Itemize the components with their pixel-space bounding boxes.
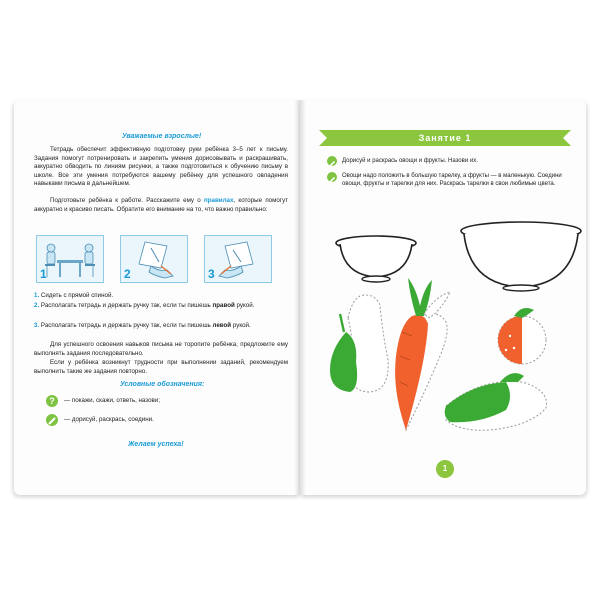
rules-intro-end: , которые помогут аккуратно и красиво писать. Обратите его внимание на то, что важно правильно: (34, 197, 288, 213)
small-bowl (336, 236, 416, 282)
task-1: Дорисуй и раскрась овощи и фрукты. Назови их. (342, 158, 478, 164)
left-hand-picture (204, 235, 272, 283)
lesson-title: Занятие 1 (418, 133, 472, 143)
left-page-heading: Уважаемые взрослые! (122, 133, 202, 140)
rule-3-bold: левой (212, 322, 232, 329)
question-icon: ? (46, 395, 58, 407)
rules-intro-text: Подготовьте ребёнка к работе. Расскажите ему о (50, 197, 201, 204)
rule-2 (34, 302, 288, 311)
right-hand-picture (120, 235, 188, 283)
right-page (300, 100, 586, 495)
rule-2-bold: правой (212, 302, 235, 309)
page-number: 1 (436, 460, 454, 478)
large-bowl (461, 222, 581, 291)
pear-drawing (330, 295, 388, 392)
advice-paragraph-1: Для успешного освоения навыков письма не торопите ребёнка, предложите ему выполнять задания последовательно. (34, 341, 288, 357)
pencil-glyph (46, 415, 58, 427)
carrot-drawing (395, 278, 450, 430)
rule-2-number: 2. (34, 302, 40, 309)
sitting-posture-picture (36, 235, 104, 283)
rule-3 (34, 322, 288, 331)
exercise-illustration (300, 100, 586, 495)
rules-intro-paragraph (34, 197, 288, 214)
rule-3-tail: рукой. (232, 322, 251, 329)
rule-2-text: Располагать тетрадь и держать ручку так, если ты пишешь (40, 302, 211, 309)
left-page (14, 100, 300, 495)
picture-number-2: 2 (124, 267, 131, 281)
closing-wish: Желаем успеха! (128, 441, 184, 448)
orange-drawing (498, 308, 546, 364)
rule-3-text: Располагать тетрадь и держать ручку так, если ты пишешь (40, 322, 211, 329)
cucumber-drawing (445, 373, 547, 430)
rule-1-text: Сидеть с прямой спиной. (40, 292, 114, 299)
pencil-icon (46, 414, 58, 426)
task-2: Овощи надо положить в большую тарелку, а фрукты — в маленькую. Соедини овощи, фрукты и тарелки для них. Раскрась тарелки в свои любимые цвета. (342, 173, 562, 188)
rules-link: правилах (204, 197, 234, 204)
legend-item-1: — покажи, скажи, ответь, назови; (64, 397, 160, 404)
open-workbook (14, 100, 586, 495)
rule-3-number: 3. (34, 322, 40, 329)
legend-item-2: — дорисуй, раскрась, соедини. (64, 416, 154, 423)
book-spine (294, 100, 306, 495)
picture-number-1: 1 (40, 267, 47, 281)
legend-heading: Условные обозначения: (120, 381, 205, 388)
intro-paragraph: Тетрадь обеспечит эффективную подготовку руки ребёнка 3–5 лет к письму. Задания помогут потренировать и закрепить умения дорисовывать и раскрашивать, аккуратно обводить по линиям рисунки, а также подготовиться к обучению письму в школе. Все эти умения потребуются вашему ребёнку для успешного овладения навыками письма в дальнейшем. (34, 146, 288, 188)
rule-2-tail: рукой. (236, 302, 255, 309)
advice-paragraph-2: Если у ребёнка возникнут трудности при выполнении заданий, рекомендуем выполнить такие же задания повторно. (34, 359, 288, 375)
picture-number-3: 3 (208, 267, 215, 281)
rule-1-number: 1. (34, 292, 40, 299)
rule-1 (34, 292, 288, 301)
